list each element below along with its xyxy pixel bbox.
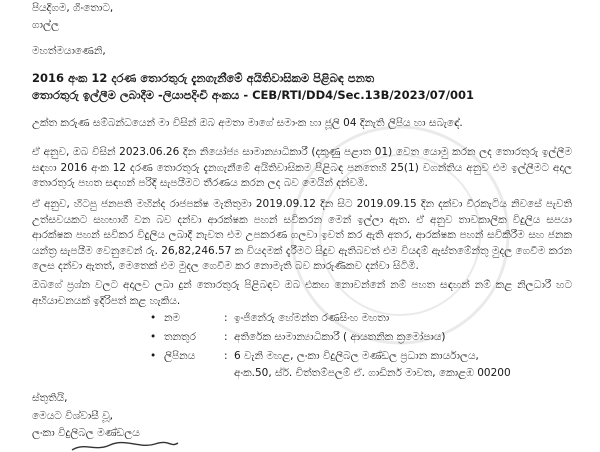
- bullet-icon: •: [150, 312, 157, 324]
- officer-title-row: • තනතුර : අතිරේක සාමාන්‍යාධිකාරී ( ආයතනික ක්‍රමෝපාය): [150, 328, 511, 347]
- paragraph-reference: උක්ත කරුණ සම්බන්ධයෙන් මා විසින් ඔබ අමතා මාගේ සමාංක හා ජූලි 04 දිනැති ලිපිය හා සබැඳේ.: [32, 117, 463, 129]
- closing-faithfully: මෙයට විශ්වාසී වූ,: [32, 410, 113, 422]
- signature-scribble: [70, 440, 180, 452]
- officer-address-value: 6 වැනි මහළ, ලංකා විදුලිබල මණ්ඩල ප්‍රධාන කාර්යාලය,: [234, 350, 479, 362]
- officer-name-label: නම: [164, 312, 181, 324]
- bullet-icon: •: [150, 350, 157, 362]
- paragraph-decision: ඒ අනුව, ඔබ විසින් 2023.06.26 දින නියෝජ්‍ය සාමාන්‍යාධිකාරී (දකුණු පළාත 01) වෙත යොමු කරන ලද තොරතුරු ඉල්ලීම සඳහා 2016 අංක 12 දරණ තොරතුරු දැනගැනීමේ අයිතිවාසිකම පිළිබඳ පනතෙහි 25(1) වගන්තිය අනුව එම ඉල්ලීමට අදාල තොරතුරු පහත සඳහන් පරිදි සැපයීමට තීරණය කරන ලද බව මෙයින් දන්වමි.: [32, 146, 572, 189]
- officer-name-row: • නම : ඉංජිනේරු හේමන්ත රණසිංහ මහතා: [150, 309, 511, 328]
- paragraph-appeal: ඔබගේ ප්‍රශ්න වලට අදාලව ලබා දුන් තොරතුරු පිළිබඳව ඔබ එකඟ නොවන්නේ නම් පහත සඳහන් නම් කළ නිලධාරී හට අභියාචනයක් ඉදිරිපත් කළ හැකිය.: [32, 279, 572, 307]
- address-line-1: පියදිගම, ගිංතොට,: [32, 2, 114, 14]
- officer-details-list: [150, 309, 511, 380]
- officer-title-label: තනතුර: [164, 331, 196, 343]
- address-line-2: ගාල්ල: [32, 19, 59, 31]
- officer-name-value: ඉංජිනේරු හේමන්ත රණසිංහ මහතා: [234, 312, 390, 324]
- bullet-icon: •: [150, 331, 157, 343]
- salutation: මහත්මයාණෙනි,: [32, 45, 106, 57]
- subject-line-1: 2016 අංක 12 දරණ තොරතුරු දැනගැනීමේ අයිතිවාසිකම පිළිබඳ පනත: [32, 71, 375, 85]
- officer-address-value-2: අංක.50, ස්ර්. චිත්තම්පලම් ඒ. ගාඩිනර් මාවත, කොළඹ 00200: [234, 367, 511, 379]
- subject-line-2: තොරතුරු ඉල්ලීම ලබාදීම -ලියාපදිංචි අංකය - CEB/RTI/DD4/Sec.13B/2023/07/001: [32, 88, 474, 102]
- officer-address-row-2: [150, 366, 511, 380]
- officer-title-value: අතිරේක සාමාන්‍යාධිකාරී ( ආයතනික ක්‍රමෝපාය): [234, 331, 446, 343]
- closing-organization: ලංකා විදුලිබල මණ්ඩලය: [32, 427, 140, 439]
- paragraph-details: ඒ අනුව, හිටපු ජනපති මහින්ද රාජපක්ෂ මැතිතුමා 2019.09.12 දින සිට 2019.09.15 දින දක්වා වීරකැටිය නිවසේ පැවති උත්සවයකට සහභාගී වන බව දන්වා ආරක්ෂක පහන් සවිකරන මෙන් ඉල්ලා ඇත. ඒ අනුව තාවකාලික විදුලිය සපයා ආරක්ෂක පහන් සවිකර විදුලිය ලබාදී නැවත එම උපකරණ ගලවා ඉවත් කර ඇති අතර, ආරක්ෂක පහන් සවිකිරීම සහ ජනක යන්ත්‍ර සැපයීම වෙනුවෙන් රු. 26,82,246.57 ක වියදමක් දැරීමට සිදුව ඇතිබවත් එම වියදම් ඇස්තමේන්තු මුදල ගෙවීම කරන ලෙස දන්වා ඇතත්, මෙතෙක් එම මුදල ගෙවීම කර නොමැති බව කාරුණිකව දන්වා සිටිමි.: [32, 198, 572, 272]
- closing-thanks: ස්තුතියි,: [32, 392, 68, 404]
- officer-address-label: ලිපිනය: [164, 350, 196, 362]
- officer-address-row: • ලිපිනය : 6 වැනි මහළ, ලංකා විදුලිබල මණ්ඩල ප්‍රධාන කාර්යාලය,: [150, 347, 511, 366]
